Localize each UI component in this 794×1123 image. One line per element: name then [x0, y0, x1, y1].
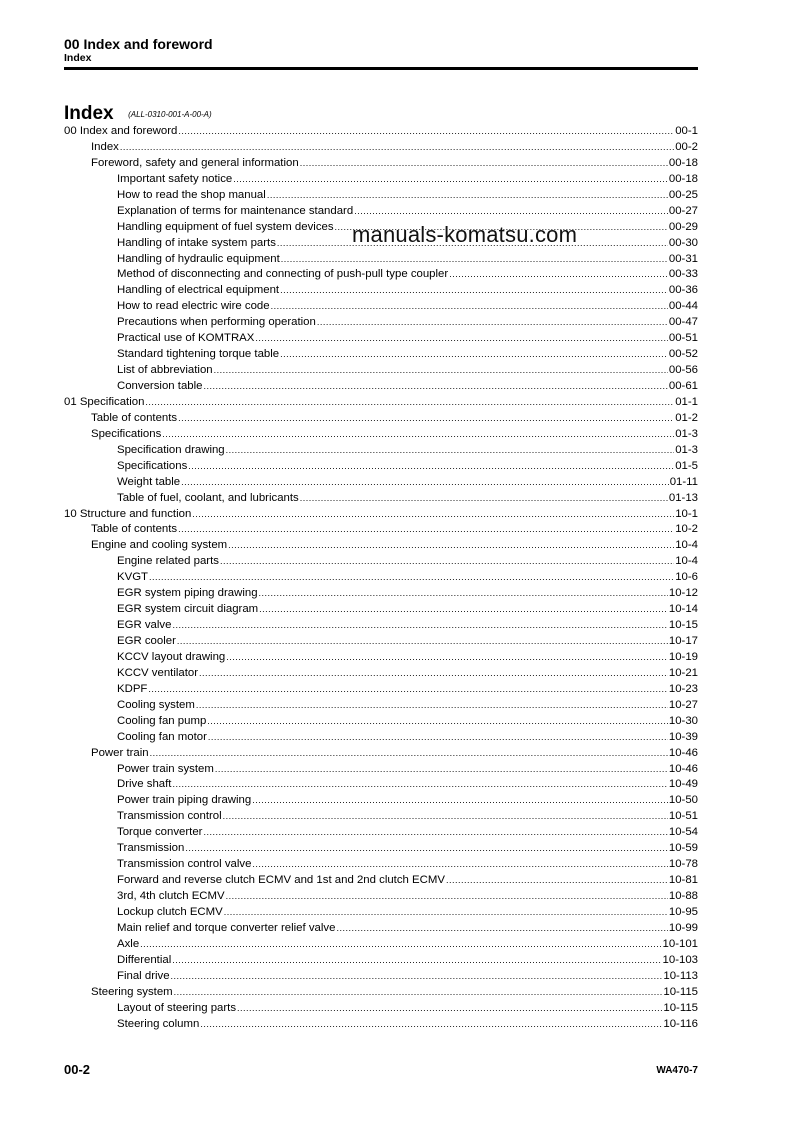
toc-entry-title: Specifications: [117, 459, 188, 472]
dot-leader: [215, 762, 668, 778]
toc-entry[interactable]: [64, 267, 698, 283]
toc-entry-page: 10-27: [668, 698, 698, 711]
dot-leader: [148, 682, 667, 698]
dot-leader: [317, 315, 668, 331]
toc-entry-title: Cooling system: [117, 698, 195, 711]
toc-entry[interactable]: [64, 841, 698, 857]
toc-entry[interactable]: [64, 363, 698, 379]
toc-entry-page: 10-46: [668, 762, 698, 775]
toc-entry-title: Forward and reverse clutch ECMV and 1st and 2nd clutch ECMV: [117, 874, 445, 887]
toc-entry-page: 10-101: [662, 937, 698, 950]
toc-entry-page: 00-2: [675, 140, 698, 153]
dot-leader: [200, 1017, 662, 1033]
dot-leader: [178, 522, 674, 538]
toc-entry[interactable]: [64, 937, 698, 953]
dot-leader: [259, 602, 668, 618]
toc-entry-page: 00-52: [668, 348, 698, 361]
toc-entry-page: 10-39: [668, 730, 698, 743]
toc-entry[interactable]: [64, 411, 698, 427]
toc-entry-page: 00-47: [668, 316, 698, 329]
dot-leader: [271, 299, 668, 315]
toc-entry-title: EGR system circuit diagram: [117, 603, 259, 616]
dot-leader: [172, 953, 661, 969]
toc-entry-title: Final drive: [117, 969, 170, 982]
toc-entry-page: 10-54: [668, 826, 698, 839]
footer-model: WA470-7: [656, 1065, 698, 1076]
toc-entry-page: 00-31: [668, 252, 698, 265]
dot-leader: [150, 746, 668, 762]
toc-entry-title: 10 Structure and function: [64, 507, 192, 520]
toc-entry-page: 01-2: [675, 411, 698, 424]
toc-entry-title: Transmission: [117, 842, 185, 855]
toc-entry-page: 10-116: [663, 1017, 698, 1030]
toc-entry-title: Standard tightening torque table: [117, 348, 280, 361]
toc-entry-page: 00-33: [668, 268, 698, 281]
dot-leader: [237, 1001, 662, 1017]
toc-entry[interactable]: [64, 299, 698, 315]
toc-entry-page: 00-27: [668, 204, 698, 217]
toc-entry[interactable]: [64, 698, 698, 714]
toc-entry-title: 3rd, 4th clutch ECMV: [117, 890, 225, 902]
toc-entry-title: KCCV ventilator: [117, 666, 199, 679]
toc-entry[interactable]: [64, 554, 698, 570]
toc-entry-page: 10-81: [668, 874, 698, 887]
toc-entry[interactable]: [64, 586, 698, 602]
toc-entry-page: 10-99: [668, 921, 698, 934]
toc-entry-page: 10-113: [663, 969, 698, 982]
toc-entry-page: 10-4: [675, 555, 698, 568]
toc-entry[interactable]: [64, 379, 698, 395]
toc-entry-title: Foreword, safety and general information: [91, 156, 299, 169]
toc-entry[interactable]: [64, 140, 698, 156]
dot-leader: [207, 714, 668, 730]
toc-entry-page: 10-46: [668, 746, 698, 759]
toc-entry[interactable]: [64, 427, 698, 443]
dot-leader: [226, 889, 668, 905]
toc-entry[interactable]: [64, 682, 698, 698]
toc-entry[interactable]: [64, 522, 698, 538]
toc-entry-title: Handling of electrical equipment: [117, 284, 280, 297]
toc-entry-title: Power train piping drawing: [117, 794, 252, 807]
toc-entry-title: Conversion table: [117, 380, 203, 392]
toc-entry-page: 01-11: [669, 475, 698, 488]
dot-leader: [178, 411, 674, 427]
toc-entry[interactable]: [64, 315, 698, 331]
toc-entry-title: List of abbreviation: [117, 364, 213, 377]
dot-leader: [172, 618, 667, 634]
toc-entry-page: 10-19: [668, 650, 698, 663]
dot-leader: [233, 172, 668, 188]
toc-entry-title: Main relief and torque converter relief valve: [117, 921, 336, 934]
toc-entry-page: 00-1: [675, 125, 698, 137]
dot-leader: [226, 650, 668, 666]
toc-entry[interactable]: [64, 921, 698, 937]
toc-entry[interactable]: [64, 124, 698, 140]
toc-entry-page: 01-3: [675, 427, 698, 440]
toc-entry[interactable]: [64, 857, 698, 873]
toc-entry-title: How to read electric wire code: [117, 300, 270, 313]
toc-entry[interactable]: [64, 809, 698, 825]
dot-leader: [120, 140, 674, 156]
toc-entry-page: 10-50: [668, 794, 698, 807]
toc-entry-title: Table of contents: [91, 411, 178, 424]
toc-entry-page: 10-17: [668, 635, 698, 647]
dot-leader: [181, 475, 669, 491]
table-of-contents: [64, 124, 698, 1032]
dot-leader: [149, 570, 674, 586]
toc-entry-title: Transmission control valve: [117, 858, 252, 871]
toc-entry-title: 00 Index and foreword: [64, 125, 178, 137]
toc-entry-title: KCCV layout drawing: [117, 650, 226, 663]
toc-entry-title: Specification drawing: [117, 443, 225, 456]
toc-entry[interactable]: [64, 953, 698, 969]
toc-entry[interactable]: [64, 443, 698, 459]
dot-leader: [203, 379, 667, 395]
toc-entry-page: 10-14: [668, 603, 698, 616]
toc-entry-title: Table of contents: [91, 523, 178, 536]
toc-entry-page: 10-49: [668, 778, 698, 791]
toc-entry[interactable]: [64, 905, 698, 921]
toc-entry-title: Cooling fan pump: [117, 714, 207, 727]
toc-entry-title: Handling of intake system parts: [117, 236, 276, 249]
toc-entry-title: Axle: [117, 937, 140, 950]
toc-entry-title: Practical use of KOMTRAX: [117, 332, 255, 345]
toc-entry-title: EGR system piping drawing: [117, 587, 258, 600]
index-title: Index: [64, 103, 114, 124]
dot-leader: [199, 666, 668, 682]
dot-leader: [252, 793, 668, 809]
dot-leader: [226, 443, 675, 459]
toc-entry-page: 01-3: [675, 443, 698, 456]
toc-entry-title: KDPF: [117, 682, 148, 695]
toc-entry[interactable]: [64, 252, 698, 268]
toc-entry[interactable]: [64, 714, 698, 730]
toc-entry-page: 10-115: [663, 1001, 698, 1014]
toc-entry[interactable]: [64, 283, 698, 299]
toc-entry[interactable]: [64, 172, 698, 188]
toc-entry-page: 10-88: [668, 890, 698, 902]
dot-leader: [300, 491, 668, 507]
toc-entry-title: How to read the shop manual: [117, 188, 266, 201]
dot-leader: [162, 427, 674, 443]
dot-leader: [259, 586, 668, 602]
dot-leader: [178, 124, 674, 140]
toc-entry-page: 00-36: [668, 284, 698, 297]
watermark: manuals-komatsu.com: [352, 222, 578, 247]
toc-entry-page: 01-5: [675, 459, 698, 472]
toc-entry[interactable]: [64, 538, 698, 554]
toc-entry-title: Handling equipment of fuel system devices: [117, 220, 334, 233]
toc-entry-title: Important safety notice: [117, 172, 233, 185]
toc-entry-page: 00-56: [668, 364, 698, 377]
dot-leader: [185, 841, 668, 857]
dot-leader: [188, 459, 674, 475]
toc-entry[interactable]: [64, 825, 698, 841]
toc-entry[interactable]: [64, 331, 698, 347]
dot-leader: [280, 347, 668, 363]
section-subtitle: Index: [64, 52, 92, 64]
toc-entry[interactable]: [64, 1017, 698, 1033]
toc-entry[interactable]: [64, 475, 698, 491]
toc-entry-title: Differential: [117, 953, 172, 966]
toc-entry-page: 10-12: [668, 587, 698, 600]
toc-entry[interactable]: [64, 634, 698, 650]
toc-entry[interactable]: [64, 762, 698, 778]
index-heading: [64, 103, 212, 125]
toc-entry-page: 10-15: [668, 619, 698, 632]
toc-entry[interactable]: [64, 156, 698, 172]
dot-leader: [267, 188, 668, 204]
toc-entry-title: Steering column: [117, 1017, 200, 1030]
toc-entry[interactable]: [64, 570, 698, 586]
toc-entry-title: EGR valve: [117, 619, 172, 632]
toc-entry-page: 10-2: [675, 523, 698, 536]
toc-entry-title: Torque converter: [117, 826, 203, 839]
toc-entry-title: 01 Specification: [64, 395, 145, 408]
footer-page-number: 00-2: [64, 1062, 91, 1077]
toc-entry-title: Lockup clutch ECMV: [117, 905, 223, 918]
toc-entry[interactable]: [64, 188, 698, 204]
dot-leader: [354, 204, 668, 220]
toc-entry-title: Precautions when performing operation: [117, 316, 316, 329]
dot-leader: [449, 267, 668, 283]
dot-leader: [145, 395, 674, 411]
toc-entry-page: 00-51: [668, 332, 698, 345]
dot-leader: [177, 634, 668, 650]
toc-entry-title: Transmission control: [117, 810, 222, 823]
toc-entry-title: Explanation of terms for maintenance standard: [117, 204, 354, 217]
toc-entry-title: Specifications: [91, 427, 162, 440]
dot-leader: [214, 363, 668, 379]
toc-entry-title: Power train system: [117, 762, 214, 775]
toc-entry-page: 10-78: [668, 858, 698, 871]
toc-entry[interactable]: [64, 602, 698, 618]
dot-leader: [224, 905, 668, 921]
dot-leader: [208, 730, 668, 746]
dot-leader: [172, 777, 667, 793]
dot-leader: [228, 538, 674, 554]
page-header: [64, 36, 698, 65]
toc-entry-title: Index: [91, 140, 119, 153]
index-code: (ALL-0310-001-A-00-A): [128, 110, 212, 119]
toc-entry-page: 01-1: [675, 395, 698, 408]
dot-leader: [174, 985, 663, 1001]
dot-leader: [300, 156, 668, 172]
toc-entry[interactable]: [64, 395, 698, 411]
dot-leader: [196, 698, 668, 714]
toc-entry-title: EGR cooler: [117, 635, 176, 647]
toc-entry-title: Method of disconnecting and connecting of push-pull type coupler: [117, 268, 449, 281]
toc-entry[interactable]: [64, 347, 698, 363]
toc-entry-title: Weight table: [117, 475, 181, 488]
toc-entry[interactable]: [64, 618, 698, 634]
toc-entry[interactable]: [64, 666, 698, 682]
toc-entry-page: 10-95: [668, 905, 698, 918]
toc-entry[interactable]: [64, 459, 698, 475]
toc-entry-page: 00-29: [668, 220, 698, 233]
toc-entry[interactable]: [64, 889, 698, 905]
dot-leader: [223, 809, 668, 825]
toc-entry[interactable]: [64, 873, 698, 889]
toc-entry-page: 10-59: [668, 842, 698, 855]
dot-leader: [220, 554, 674, 570]
dot-leader: [203, 825, 667, 841]
dot-leader: [192, 507, 674, 523]
toc-entry-page: 01-13: [668, 491, 698, 504]
dot-leader: [281, 252, 668, 268]
toc-entry-page: 10-6: [675, 571, 698, 584]
toc-entry-page: 10-23: [668, 682, 698, 695]
dot-leader: [255, 331, 667, 347]
toc-entry-page: 10-30: [668, 714, 698, 727]
section-title: 00 Index and foreword: [64, 36, 213, 52]
toc-entry-title: Engine related parts: [117, 555, 219, 568]
toc-entry-page: 10-51: [668, 810, 698, 823]
toc-entry-page: 10-103: [662, 953, 698, 966]
toc-entry[interactable]: [64, 1001, 698, 1017]
toc-entry[interactable]: [64, 777, 698, 793]
toc-entry[interactable]: [64, 730, 698, 746]
toc-entry[interactable]: [64, 793, 698, 809]
toc-entry-title: Cooling fan motor: [117, 730, 207, 743]
toc-entry-page: 00-18: [668, 172, 698, 185]
toc-entry-page: 10-1: [675, 507, 698, 520]
toc-entry[interactable]: [64, 491, 698, 507]
toc-entry-title: Engine and cooling system: [91, 539, 228, 552]
toc-entry-page: 00-61: [668, 380, 698, 392]
dot-leader: [171, 969, 663, 985]
toc-entry[interactable]: [64, 507, 698, 523]
toc-entry-page: 00-25: [668, 188, 698, 201]
toc-entry[interactable]: [64, 969, 698, 985]
toc-entry-page: 00-44: [668, 300, 698, 313]
toc-entry-page: 00-18: [668, 156, 698, 169]
toc-entry[interactable]: [64, 204, 698, 220]
dot-leader: [280, 283, 668, 299]
toc-entry-title: Drive shaft: [117, 778, 172, 791]
toc-entry-title: Layout of steering parts: [117, 1001, 237, 1014]
toc-entry-page: 10-21: [668, 666, 698, 679]
dot-leader: [252, 857, 667, 873]
toc-entry-page: 00-30: [668, 236, 698, 249]
dot-leader: [140, 937, 661, 953]
dot-leader: [446, 873, 668, 889]
toc-entry-title: Steering system: [91, 985, 173, 998]
toc-entry-page: 10-115: [663, 985, 698, 998]
toc-entry[interactable]: [64, 746, 698, 762]
toc-entry-title: Handling of hydraulic equipment: [117, 252, 280, 265]
toc-entry-title: Power train: [91, 746, 149, 759]
toc-entry-title: KVGT: [117, 571, 149, 584]
toc-entry[interactable]: [64, 650, 698, 666]
toc-entry-page: 10-4: [675, 539, 698, 552]
dot-leader: [336, 921, 667, 937]
header-rule: [64, 67, 698, 70]
toc-entry[interactable]: [64, 985, 698, 1001]
toc-entry-title: Table of fuel, coolant, and lubricants: [117, 491, 299, 504]
